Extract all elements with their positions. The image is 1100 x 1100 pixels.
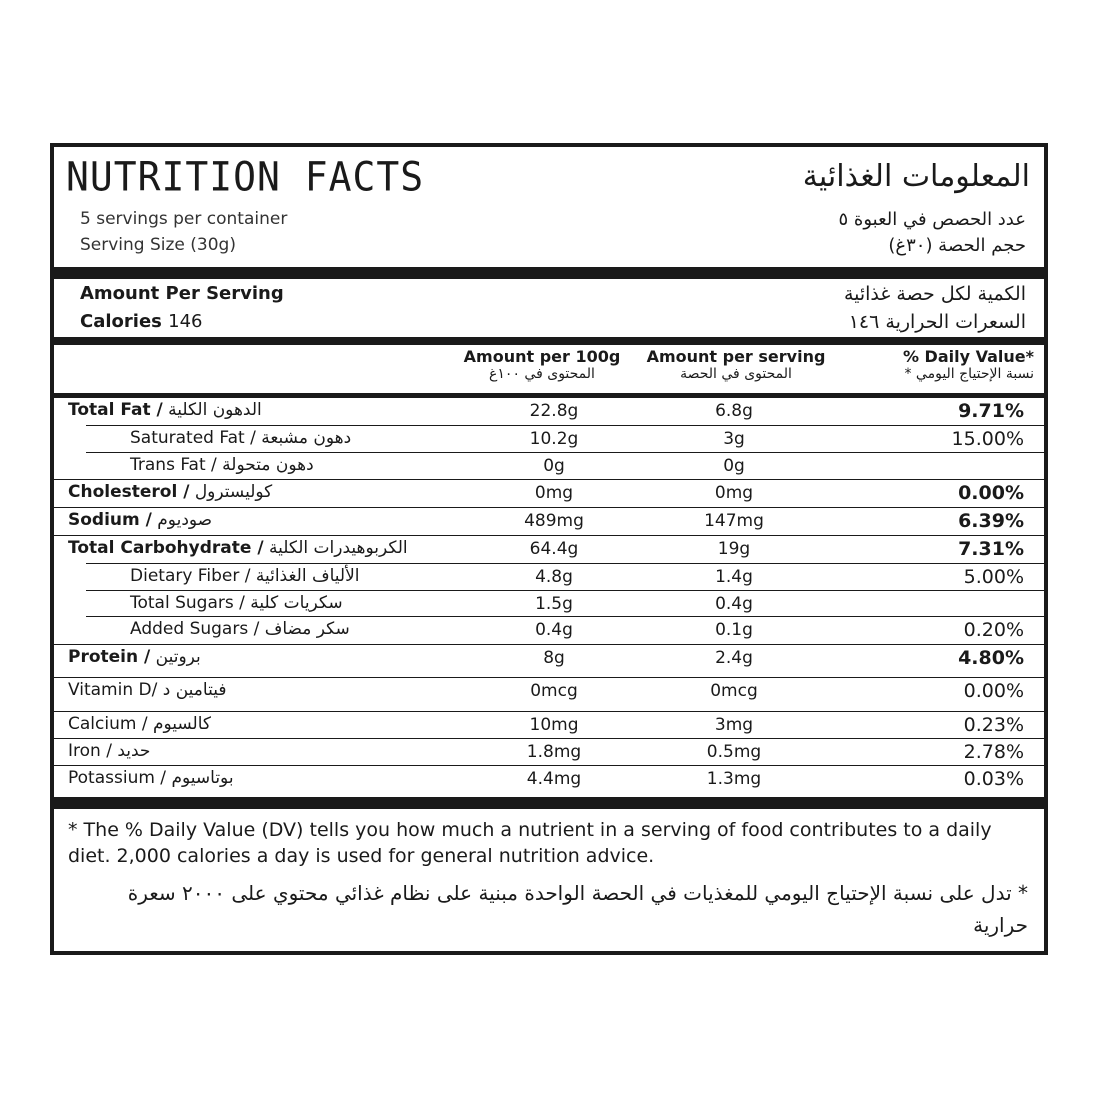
- amount-per-serving: 1.4g: [715, 567, 753, 587]
- nutrient-name: [68, 647, 201, 667]
- amount-per-serving: 3mg: [714, 715, 754, 735]
- daily-value-percent: 9.71%: [958, 400, 1024, 422]
- nutrient-row-vitamin-d: [54, 677, 1044, 704]
- amount-per-serving: 0.1g: [715, 620, 753, 640]
- header-per-serving-arabic: المحتوى في الحصة: [680, 366, 792, 382]
- nutrient-row-potassium: [54, 765, 1044, 792]
- amount-per-serving: 19g: [717, 539, 751, 559]
- nutrient-name-english: Iron /: [68, 741, 112, 761]
- header-daily-value-arabic: نسبة الإحتياج اليومي *: [904, 366, 1034, 382]
- daily-value-percent: 0.00%: [958, 482, 1024, 504]
- nutrient-name-english: Trans Fat /: [130, 455, 217, 475]
- daily-value-percent: 6.39%: [958, 510, 1024, 532]
- header-per-100g-english: Amount per 100g: [463, 347, 621, 366]
- nutrient-name: [68, 680, 226, 700]
- daily-value-percent: 5.00%: [963, 566, 1024, 588]
- thick-divider-bottom: [54, 797, 1044, 809]
- footnote-english: * The % Daily Value (DV) tells you how much a nutrient in a serving of food contributes to a daily diet. 2,000 calories a day is used for general nutrition advice.: [68, 819, 992, 867]
- amount-per-serving: 3g: [723, 429, 745, 449]
- nutrient-name-arabic: بوتاسيوم: [171, 768, 234, 788]
- nutrient-name: [68, 714, 211, 734]
- header-per-serving: [636, 347, 836, 382]
- nutrient-name: [130, 428, 351, 448]
- thick-divider-calories: [54, 337, 1044, 345]
- amount-per-100g: 22.8g: [529, 401, 579, 421]
- amount-per-100g: 0mcg: [530, 681, 578, 701]
- daily-value-percent: 0.20%: [963, 619, 1024, 641]
- nutrient-name-english: Total Sugars /: [130, 593, 245, 613]
- amount-per-serving: 0g: [723, 456, 745, 476]
- amount-per-serving-arabic: الكمية لكل حصة غذائية: [843, 283, 1026, 305]
- nutrient-name: [68, 741, 150, 761]
- nutrient-name: [68, 768, 234, 788]
- amount-per-100g: 10mg: [529, 715, 579, 735]
- amount-per-serving: 0mcg: [710, 681, 758, 701]
- nutrient-row-total-fat: [54, 397, 1044, 424]
- amount-per-serving: 0.5mg: [706, 742, 762, 762]
- nutrient-name-arabic: الألياف الغذائية: [255, 566, 360, 586]
- amount-per-100g: 0.4g: [535, 620, 573, 640]
- amount-per-100g: 0g: [543, 456, 565, 476]
- nutrient-row-saturated-fat: [86, 425, 1044, 452]
- nutrient-name-arabic: كالسيوم: [152, 714, 212, 734]
- amount-per-serving: 0mg: [714, 483, 754, 503]
- nutrient-name: [68, 510, 212, 530]
- nutrient-row-sodium: [54, 507, 1044, 534]
- nutrient-row-trans-fat: [86, 452, 1044, 479]
- amount-per-serving: 6.8g: [715, 401, 753, 421]
- nutrient-name-arabic: فيتامين د: [162, 680, 227, 700]
- nutrient-name: [130, 619, 350, 639]
- nutrient-row-cholesterol: [54, 479, 1044, 506]
- serving-size-arabic: حجم الحصة (٣٠غ): [888, 235, 1026, 256]
- nutrient-name-arabic: سكريات كلية: [250, 593, 343, 613]
- nutrient-name-english: Potassium /: [68, 768, 167, 788]
- nutrient-name-arabic: صوديوم: [157, 510, 213, 530]
- nutrient-name-arabic: كوليسترول: [194, 482, 273, 502]
- calories-arabic: السعرات الحرارية ١٤٦: [848, 311, 1026, 333]
- title-english: NUTRITION FACTS: [66, 153, 425, 201]
- nutrient-name-english: Cholesterol /: [68, 482, 190, 502]
- amount-per-100g: 1.8mg: [526, 742, 582, 762]
- nutrient-name-english: Protein /: [68, 647, 151, 667]
- nutrient-name-arabic: الكربوهيدرات الكلية: [268, 538, 408, 558]
- nutrient-row-iron: [54, 738, 1044, 765]
- serving-size-english: Serving Size (30g): [80, 235, 236, 255]
- nutrient-name: [130, 455, 314, 475]
- amount-per-100g: 8g: [543, 648, 565, 668]
- calories-label: Calories: [80, 311, 162, 332]
- amount-per-100g: 4.8g: [535, 567, 573, 587]
- nutrient-name-arabic: سكر مضاف: [264, 619, 350, 639]
- header-per-serving-english: Amount per serving: [646, 347, 826, 366]
- nutrient-row-calcium: [54, 711, 1044, 738]
- nutrient-row-total-carbohydrate: [54, 535, 1044, 562]
- amount-per-100g: 0mg: [534, 483, 574, 503]
- nutrient-name-english: Saturated Fat /: [130, 428, 256, 448]
- amount-per-100g: 1.5g: [535, 594, 573, 614]
- nutrient-name-arabic: بروتين: [155, 647, 201, 667]
- amount-per-100g: 489mg: [524, 511, 584, 531]
- header-per-100g: [442, 347, 642, 382]
- nutrient-row-added-sugars: [86, 616, 1044, 643]
- daily-value-percent: 0.03%: [963, 768, 1024, 790]
- amount-per-serving-english: Amount Per Serving: [80, 283, 284, 304]
- amount-per-serving: 2.4g: [715, 648, 753, 668]
- daily-value-percent: 2.78%: [963, 741, 1024, 763]
- nutrient-name-english: Vitamin D/: [68, 680, 158, 700]
- nutrient-name: [68, 400, 262, 420]
- amount-per-serving: 147mg: [704, 511, 764, 531]
- nutrient-name-arabic: دهون مشبعة: [261, 428, 352, 448]
- amount-per-100g: 10.2g: [529, 429, 579, 449]
- nutrient-name-arabic: حديد: [117, 741, 151, 761]
- nutrient-name-english: Sodium /: [68, 510, 152, 530]
- header-daily-value: [854, 347, 1034, 382]
- daily-value-percent: 15.00%: [951, 428, 1024, 450]
- nutrient-name-english: Added Sugars /: [130, 619, 260, 639]
- nutrient-name-english: Total Carbohydrate /: [68, 538, 264, 558]
- thick-divider-top: [54, 267, 1044, 279]
- servings-per-container-english: 5 servings per container: [80, 209, 288, 229]
- title-arabic: المعلومات الغذائية: [802, 159, 1030, 194]
- daily-value-percent: 0.00%: [963, 680, 1024, 702]
- footnote-arabic: * تدل على نسبة الإحتياج اليومي للمغذيات في الحصة الواحدة مبنية على نظام غذائي محتوي على ٢٠٠٠ سعرة حرارية: [127, 881, 1028, 937]
- calories-value: 146: [168, 311, 203, 332]
- nutrient-name-english: Calcium /: [68, 714, 148, 734]
- nutrition-label: [50, 143, 1048, 955]
- nutrient-name: [68, 538, 408, 558]
- nutrient-name-arabic: دهون متحولة: [222, 455, 314, 475]
- nutrient-name: [130, 566, 360, 586]
- nutrient-row-protein: [54, 644, 1044, 671]
- nutrient-row-dietary-fiber: [86, 563, 1044, 590]
- amount-per-100g: 64.4g: [529, 539, 579, 559]
- amount-per-100g: 4.4mg: [526, 769, 582, 789]
- calories-english: [80, 311, 203, 332]
- nutrient-row-total-sugars: [86, 590, 1044, 617]
- nutrient-name: [68, 482, 272, 502]
- amount-per-serving: 0.4g: [715, 594, 753, 614]
- daily-value-percent: 4.80%: [958, 647, 1024, 669]
- nutrient-name-english: Total Fat /: [68, 400, 163, 420]
- nutrient-name-arabic: الدهون الكلية: [168, 400, 262, 420]
- header-daily-value-english: % Daily Value*: [902, 347, 1034, 366]
- nutrient-name: [130, 593, 343, 613]
- daily-value-percent: 7.31%: [958, 538, 1024, 560]
- servings-per-container-arabic: عدد الحصص في العبوة ٥: [838, 209, 1026, 230]
- nutrient-name-english: Dietary Fiber /: [130, 566, 251, 586]
- daily-value-percent: 0.23%: [963, 714, 1024, 736]
- amount-per-serving: 1.3mg: [706, 769, 762, 789]
- header-per-100g-arabic: المحتوى في ١٠٠غ: [489, 366, 595, 382]
